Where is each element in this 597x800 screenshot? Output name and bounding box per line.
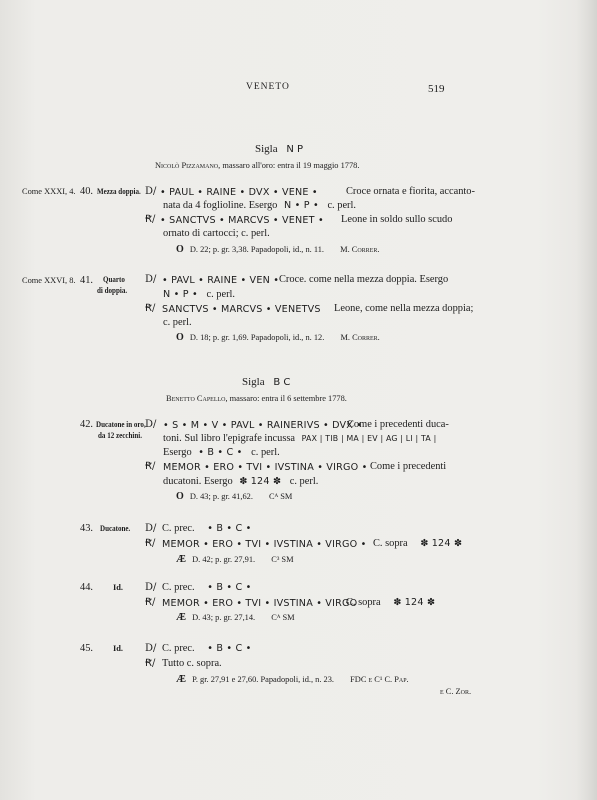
reference: Come XXVI, 8.: [22, 276, 76, 285]
specimen-details: Æ D. 43; p. gr. 27,14. Cᴬ SM: [176, 612, 295, 623]
obverse-mark: D/: [145, 582, 157, 593]
obverse-legend: • PAUL • RAINE • DVX • VENE •: [160, 187, 318, 198]
obverse-legend: • S • M • V • PAVL • RAINERIVS • DVX •: [163, 420, 363, 431]
massaro-info: massaro all'oro: entra il 19 maggio 1778.: [222, 161, 360, 170]
section-heading-np: [255, 143, 303, 155]
entry-number: 44.: [80, 582, 93, 593]
denomination: Id.: [113, 644, 124, 653]
obverse-mark: D/: [145, 186, 157, 197]
reverse-legend: MEMOR • ERO • TVI • IVSTINA • VIRGO •: [163, 462, 368, 473]
sigla-word: Sigla: [242, 376, 265, 388]
collection: M. Correr.: [340, 333, 380, 342]
collection: C³ SM: [271, 555, 294, 564]
reverse-description: Tutto c. sopra.: [162, 658, 222, 669]
metal: O: [176, 332, 184, 343]
obverse-description: C. prec. • B • C •: [162, 523, 252, 534]
collection: M. Correr.: [340, 245, 380, 254]
reverse-description: C. sopra ✽ 124 ✽: [346, 597, 436, 608]
obverse-mark: D/: [145, 274, 157, 285]
reverse-description: Leone, come nella mezza doppia;: [334, 303, 474, 314]
entry-number: 42.: [80, 419, 93, 430]
reverse-mark: Ꞧ/: [145, 461, 156, 472]
entry-number: 41.: [80, 275, 93, 286]
obverse-legend: • PAVL • RAINE • VEN •: [162, 275, 280, 286]
obverse-mark: D/: [145, 523, 157, 534]
obverse-description-cont-2: Esergo • B • C • c. perl.: [163, 447, 280, 458]
obverse-description: C. prec. • B • C •: [162, 582, 252, 593]
specimen-details: O D. 43; p. gr. 41,62. Cᴬ SM: [176, 491, 293, 502]
obverse-description-cont: toni. Sul libro l'epigrafe incussa PAX | TIB | MA | EV | AG | LI | TA |: [163, 433, 437, 444]
obverse-description-cont: nata da 4 foglioline. Esergo N • P • c. perl.: [163, 200, 356, 211]
collection: Cᴬ SM: [271, 613, 295, 622]
sigla-word: Sigla: [255, 143, 278, 155]
exergue: • B • C •: [207, 582, 252, 593]
page-number: 519: [428, 83, 445, 95]
reverse-description-cont: ornato di cartocci; c. perl.: [163, 228, 270, 239]
obverse-description: Croce ornata e fiorita, accanto-: [346, 186, 475, 197]
sigla-letters: N P: [286, 144, 304, 155]
reverse-mark: Ꞧ/: [145, 597, 156, 608]
specimen-details: O D. 18; p. gr. 1,69. Papadopoli, id., n. 12. M. Correr.: [176, 332, 380, 343]
exergue: ✽ 124 ✽: [420, 538, 463, 549]
exergue: ✽ 124 ✽: [393, 597, 436, 608]
page-gutter-shadow: [576, 0, 597, 800]
denomination: Quarto: [103, 275, 125, 284]
metal: Æ: [176, 554, 186, 565]
massaro-name: Benetto Capello,: [166, 394, 228, 403]
obverse-description: Croce. come nella mezza doppia. Esergo: [279, 274, 449, 285]
sigla-letters: B C: [273, 377, 291, 388]
running-header-title: VENETO: [246, 82, 290, 92]
reverse-legend: SANCTVS • MARCVS • VENETVS: [162, 304, 321, 315]
metal: Æ: [176, 612, 186, 623]
collection: FDC e C¹ C. Pap.: [350, 675, 409, 684]
reverse-description-cont: ducatoni. Esergo ✽ 124 ✽ c. perl.: [163, 476, 319, 487]
epigraph: PAX | TIB | MA | EV | AG | LI | TA |: [301, 434, 437, 443]
metal: Æ: [176, 674, 186, 685]
specimen-details: O D. 22; p. gr. 3,38. Papadopoli, id., n. 11. M. Correr.: [176, 244, 380, 255]
reverse-mark: Ꞧ/: [145, 303, 156, 314]
section-subtitle-bc: [166, 394, 347, 403]
obverse-description: C. prec. • B • C •: [162, 643, 252, 654]
section-subtitle-np: [155, 161, 359, 170]
reverse-mark: Ꞧ/: [145, 658, 156, 669]
exergue: N • P •: [163, 289, 198, 300]
denomination: Mezza doppia.: [97, 187, 141, 196]
obverse-mark: D/: [145, 419, 157, 430]
denomination: Ducatone in oro,: [96, 420, 146, 429]
reverse-description: Come i precedenti: [370, 461, 447, 472]
specimen-details: Æ P. gr. 27,91 e 27,60. Papadopoli, id., n. 23. FDC e C¹ C. Pap.: [176, 674, 409, 685]
entry-number: 43.: [80, 523, 93, 534]
exergue: • B • C •: [207, 523, 252, 534]
specimen-details: Æ D. 42; p. gr. 27,91. C³ SM: [176, 554, 294, 565]
obverse-description: Come i precedenti duca-: [347, 419, 449, 430]
exergue: • B • C •: [207, 643, 252, 654]
entry-number: 45.: [80, 643, 93, 654]
massaro-name: Nicolò Pizzamano,: [155, 161, 221, 170]
denomination-cont: di doppia.: [97, 286, 128, 295]
reverse-legend: MEMOR • ERO • TVI • IVSTINA • VIRGO •: [162, 539, 367, 550]
reference: Come XXXI, 4.: [22, 187, 76, 196]
reverse-mark: Ꞧ/: [145, 214, 156, 225]
reverse-mark: Ꞧ/: [145, 538, 156, 549]
denomination: Ducatone.: [100, 524, 131, 533]
metal: O: [176, 491, 184, 502]
exergue: ✽ 124 ✽: [239, 476, 282, 487]
metal: O: [176, 244, 184, 255]
exergue: • B • C •: [198, 447, 243, 458]
denomination-cont: da 12 zecchini.: [98, 431, 142, 440]
massaro-info: massaro: entra il 6 settembre 1778.: [229, 394, 347, 403]
reverse-description: C. sopra ✽ 124 ✽: [373, 538, 463, 549]
section-heading-bc: [242, 376, 290, 388]
obverse-mark: D/: [145, 643, 157, 654]
denomination: Id.: [113, 583, 124, 592]
entry-number: 40.: [80, 186, 93, 197]
collection-cont: e C. Zor.: [440, 687, 472, 696]
reverse-description: Leone in soldo sullo scudo: [341, 214, 453, 225]
obverse-description-cont: N • P • c. perl.: [163, 289, 236, 300]
exergue: N • P •: [283, 200, 319, 211]
reverse-legend: • SANCTVS • MARCVS • VENET •: [160, 215, 324, 226]
reverse-legend: MEMOR • ERO • TVI • IVSTINA • VIRGO: [162, 598, 358, 609]
reverse-description-cont: c. perl.: [163, 317, 192, 328]
collection: Cᴬ SM: [269, 492, 293, 501]
